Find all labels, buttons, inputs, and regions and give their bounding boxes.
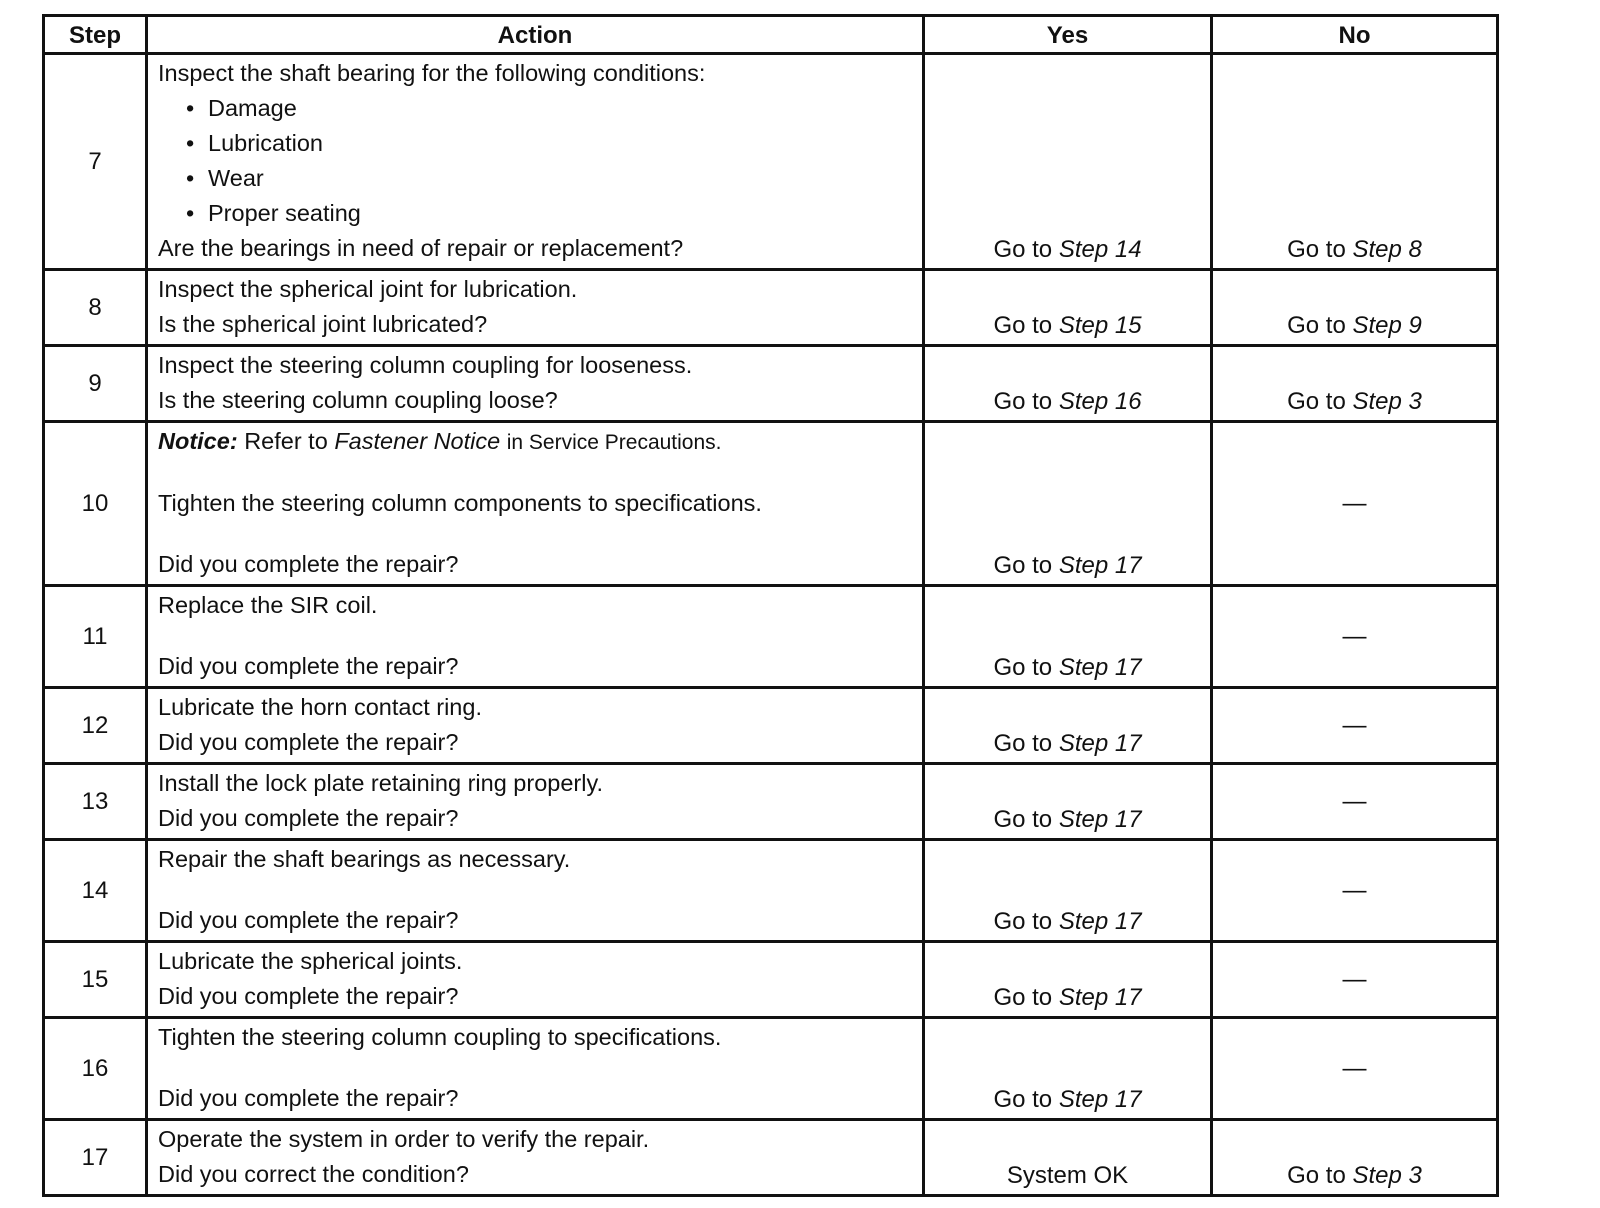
yes-step-ref: Step 17 bbox=[1058, 730, 1142, 757]
no-step-ref: Step 3 bbox=[1352, 388, 1422, 415]
no-cell bbox=[1212, 764, 1498, 840]
table-row bbox=[44, 54, 1498, 270]
go-to-prefix: Go to bbox=[1287, 236, 1346, 263]
action-question: Did you complete the repair? bbox=[158, 805, 459, 831]
action-cell bbox=[147, 54, 924, 270]
action-cell bbox=[147, 586, 924, 688]
yes-cell bbox=[924, 270, 1212, 346]
yes-step-ref: Step 17 bbox=[1058, 806, 1142, 833]
step-number: 12 bbox=[44, 688, 147, 764]
list-item: • Lubrication bbox=[208, 126, 912, 161]
yes-cell bbox=[924, 54, 1212, 270]
yes-step-ref: Step 17 bbox=[1058, 654, 1142, 681]
action-instruction: Replace the SIR coil. bbox=[158, 592, 378, 618]
go-to-prefix: Go to bbox=[993, 1086, 1053, 1113]
notice-label: Notice: bbox=[158, 428, 238, 454]
yes-cell bbox=[924, 1120, 1212, 1196]
table-row bbox=[44, 840, 1498, 942]
go-to-prefix: Go to bbox=[993, 806, 1053, 833]
action-instruction: Tighten the steering column components to specifications. bbox=[158, 490, 762, 516]
action-question: Is the steering column coupling loose? bbox=[158, 387, 558, 413]
action-instruction: Inspect the steering column coupling for looseness. bbox=[158, 352, 693, 378]
notice-text: Refer to bbox=[244, 428, 328, 454]
yes-step-ref: Step 15 bbox=[1058, 312, 1142, 339]
system-ok-text: System OK bbox=[1006, 1162, 1129, 1189]
table-row bbox=[44, 422, 1498, 586]
no-cell bbox=[1212, 688, 1498, 764]
list-item: • Proper seating bbox=[208, 196, 912, 231]
no-cell bbox=[1212, 270, 1498, 346]
no-dash: — bbox=[1342, 876, 1367, 904]
go-to-prefix: Go to bbox=[993, 654, 1053, 681]
header-step: Step bbox=[44, 16, 147, 54]
action-cell bbox=[147, 422, 924, 586]
table-row bbox=[44, 346, 1498, 422]
table-row bbox=[44, 688, 1498, 764]
step-number: 10 bbox=[44, 422, 147, 586]
no-dash: — bbox=[1342, 622, 1367, 650]
no-cell bbox=[1212, 586, 1498, 688]
table-row bbox=[44, 942, 1498, 1018]
no-cell bbox=[1212, 346, 1498, 422]
action-question: Did you complete the repair? bbox=[158, 907, 459, 933]
action-question: Did you correct the condition? bbox=[158, 1161, 469, 1187]
step-number: 7 bbox=[44, 54, 147, 270]
step-number: 14 bbox=[44, 840, 147, 942]
action-cell bbox=[147, 346, 924, 422]
step-number: 9 bbox=[44, 346, 147, 422]
diagnostic-table bbox=[42, 14, 1499, 1197]
action-question: Did you complete the repair? bbox=[158, 1085, 459, 1111]
yes-cell bbox=[924, 942, 1212, 1018]
go-to-prefix: Go to bbox=[1287, 388, 1346, 415]
step-number: 8 bbox=[44, 270, 147, 346]
no-cell bbox=[1212, 1120, 1498, 1196]
action-question: Did you complete the repair? bbox=[158, 551, 459, 577]
no-dash: — bbox=[1342, 787, 1367, 815]
yes-cell bbox=[924, 586, 1212, 688]
action-cell bbox=[147, 688, 924, 764]
yes-cell bbox=[924, 422, 1212, 586]
header-action: Action bbox=[147, 16, 924, 54]
go-to-prefix: Go to bbox=[993, 908, 1053, 935]
step-number: 15 bbox=[44, 942, 147, 1018]
go-to-prefix: Go to bbox=[993, 730, 1053, 757]
no-dash: — bbox=[1342, 711, 1367, 739]
action-question: Did you complete the repair? bbox=[158, 653, 459, 679]
action-instruction: Repair the shaft bearings as necessary. bbox=[158, 846, 571, 872]
action-cell bbox=[147, 270, 924, 346]
yes-cell bbox=[924, 688, 1212, 764]
action-instruction: Lubricate the spherical joints. bbox=[158, 948, 463, 974]
step-number: 17 bbox=[44, 1120, 147, 1196]
yes-cell bbox=[924, 764, 1212, 840]
no-cell bbox=[1212, 840, 1498, 942]
go-to-prefix: Go to bbox=[993, 552, 1053, 579]
action-cell bbox=[147, 942, 924, 1018]
header-row bbox=[44, 16, 1498, 54]
action-instruction: Operate the system in order to verify the repair. bbox=[158, 1126, 650, 1152]
notice-reference: Fastener Notice bbox=[334, 428, 501, 454]
list-item: • Wear bbox=[208, 161, 912, 196]
action-instruction: Inspect the shaft bearing for the following conditions: bbox=[158, 60, 706, 86]
yes-cell bbox=[924, 1018, 1212, 1120]
no-cell bbox=[1212, 422, 1498, 586]
step-number: 13 bbox=[44, 764, 147, 840]
list-item: • Damage bbox=[208, 91, 912, 126]
no-step-ref: Step 8 bbox=[1352, 236, 1422, 263]
header-no: No bbox=[1212, 16, 1498, 54]
action-cell bbox=[147, 1120, 924, 1196]
go-to-prefix: Go to bbox=[993, 388, 1053, 415]
no-cell bbox=[1212, 942, 1498, 1018]
no-dash: — bbox=[1342, 1054, 1367, 1082]
yes-cell bbox=[924, 840, 1212, 942]
table-row bbox=[44, 1120, 1498, 1196]
no-step-ref: Step 3 bbox=[1352, 1162, 1422, 1189]
condition-list bbox=[158, 91, 912, 231]
yes-step-ref: Step 14 bbox=[1058, 236, 1142, 263]
action-instruction: Inspect the spherical joint for lubrication. bbox=[158, 276, 578, 302]
go-to-prefix: Go to bbox=[993, 984, 1053, 1011]
action-question: Did you complete the repair? bbox=[158, 983, 459, 1009]
action-cell bbox=[147, 1018, 924, 1120]
table-row bbox=[44, 1018, 1498, 1120]
yes-step-ref: Step 17 bbox=[1058, 1086, 1142, 1113]
action-instruction: Install the lock plate retaining ring properly. bbox=[158, 770, 603, 796]
action-question: Is the spherical joint lubricated? bbox=[158, 311, 488, 337]
yes-cell bbox=[924, 346, 1212, 422]
table-row bbox=[44, 270, 1498, 346]
step-number: 16 bbox=[44, 1018, 147, 1120]
no-dash: — bbox=[1342, 489, 1367, 517]
action-cell bbox=[147, 764, 924, 840]
table-row bbox=[44, 586, 1498, 688]
step-number: 11 bbox=[44, 586, 147, 688]
action-question: Are the bearings in need of repair or replacement? bbox=[158, 235, 684, 261]
no-dash: — bbox=[1342, 965, 1367, 993]
header-yes: Yes bbox=[924, 16, 1212, 54]
action-instruction: Tighten the steering column coupling to specifications. bbox=[158, 1024, 722, 1050]
no-cell bbox=[1212, 54, 1498, 270]
no-cell bbox=[1212, 1018, 1498, 1120]
yes-step-ref: Step 16 bbox=[1058, 388, 1142, 415]
go-to-prefix: Go to bbox=[1287, 1162, 1346, 1189]
yes-step-ref: Step 17 bbox=[1058, 908, 1142, 935]
yes-step-ref: Step 17 bbox=[1058, 552, 1142, 579]
go-to-prefix: Go to bbox=[1287, 312, 1346, 339]
notice-text-end: in Service Precautions. bbox=[506, 431, 722, 454]
go-to-prefix: Go to bbox=[993, 312, 1053, 339]
action-cell bbox=[147, 840, 924, 942]
yes-step-ref: Step 17 bbox=[1058, 984, 1142, 1011]
action-question: Did you complete the repair? bbox=[158, 729, 459, 755]
go-to-prefix: Go to bbox=[993, 236, 1053, 263]
action-instruction: Lubricate the horn contact ring. bbox=[158, 694, 482, 720]
no-step-ref: Step 9 bbox=[1352, 312, 1422, 339]
notice-line bbox=[158, 424, 912, 460]
table-row bbox=[44, 764, 1498, 840]
